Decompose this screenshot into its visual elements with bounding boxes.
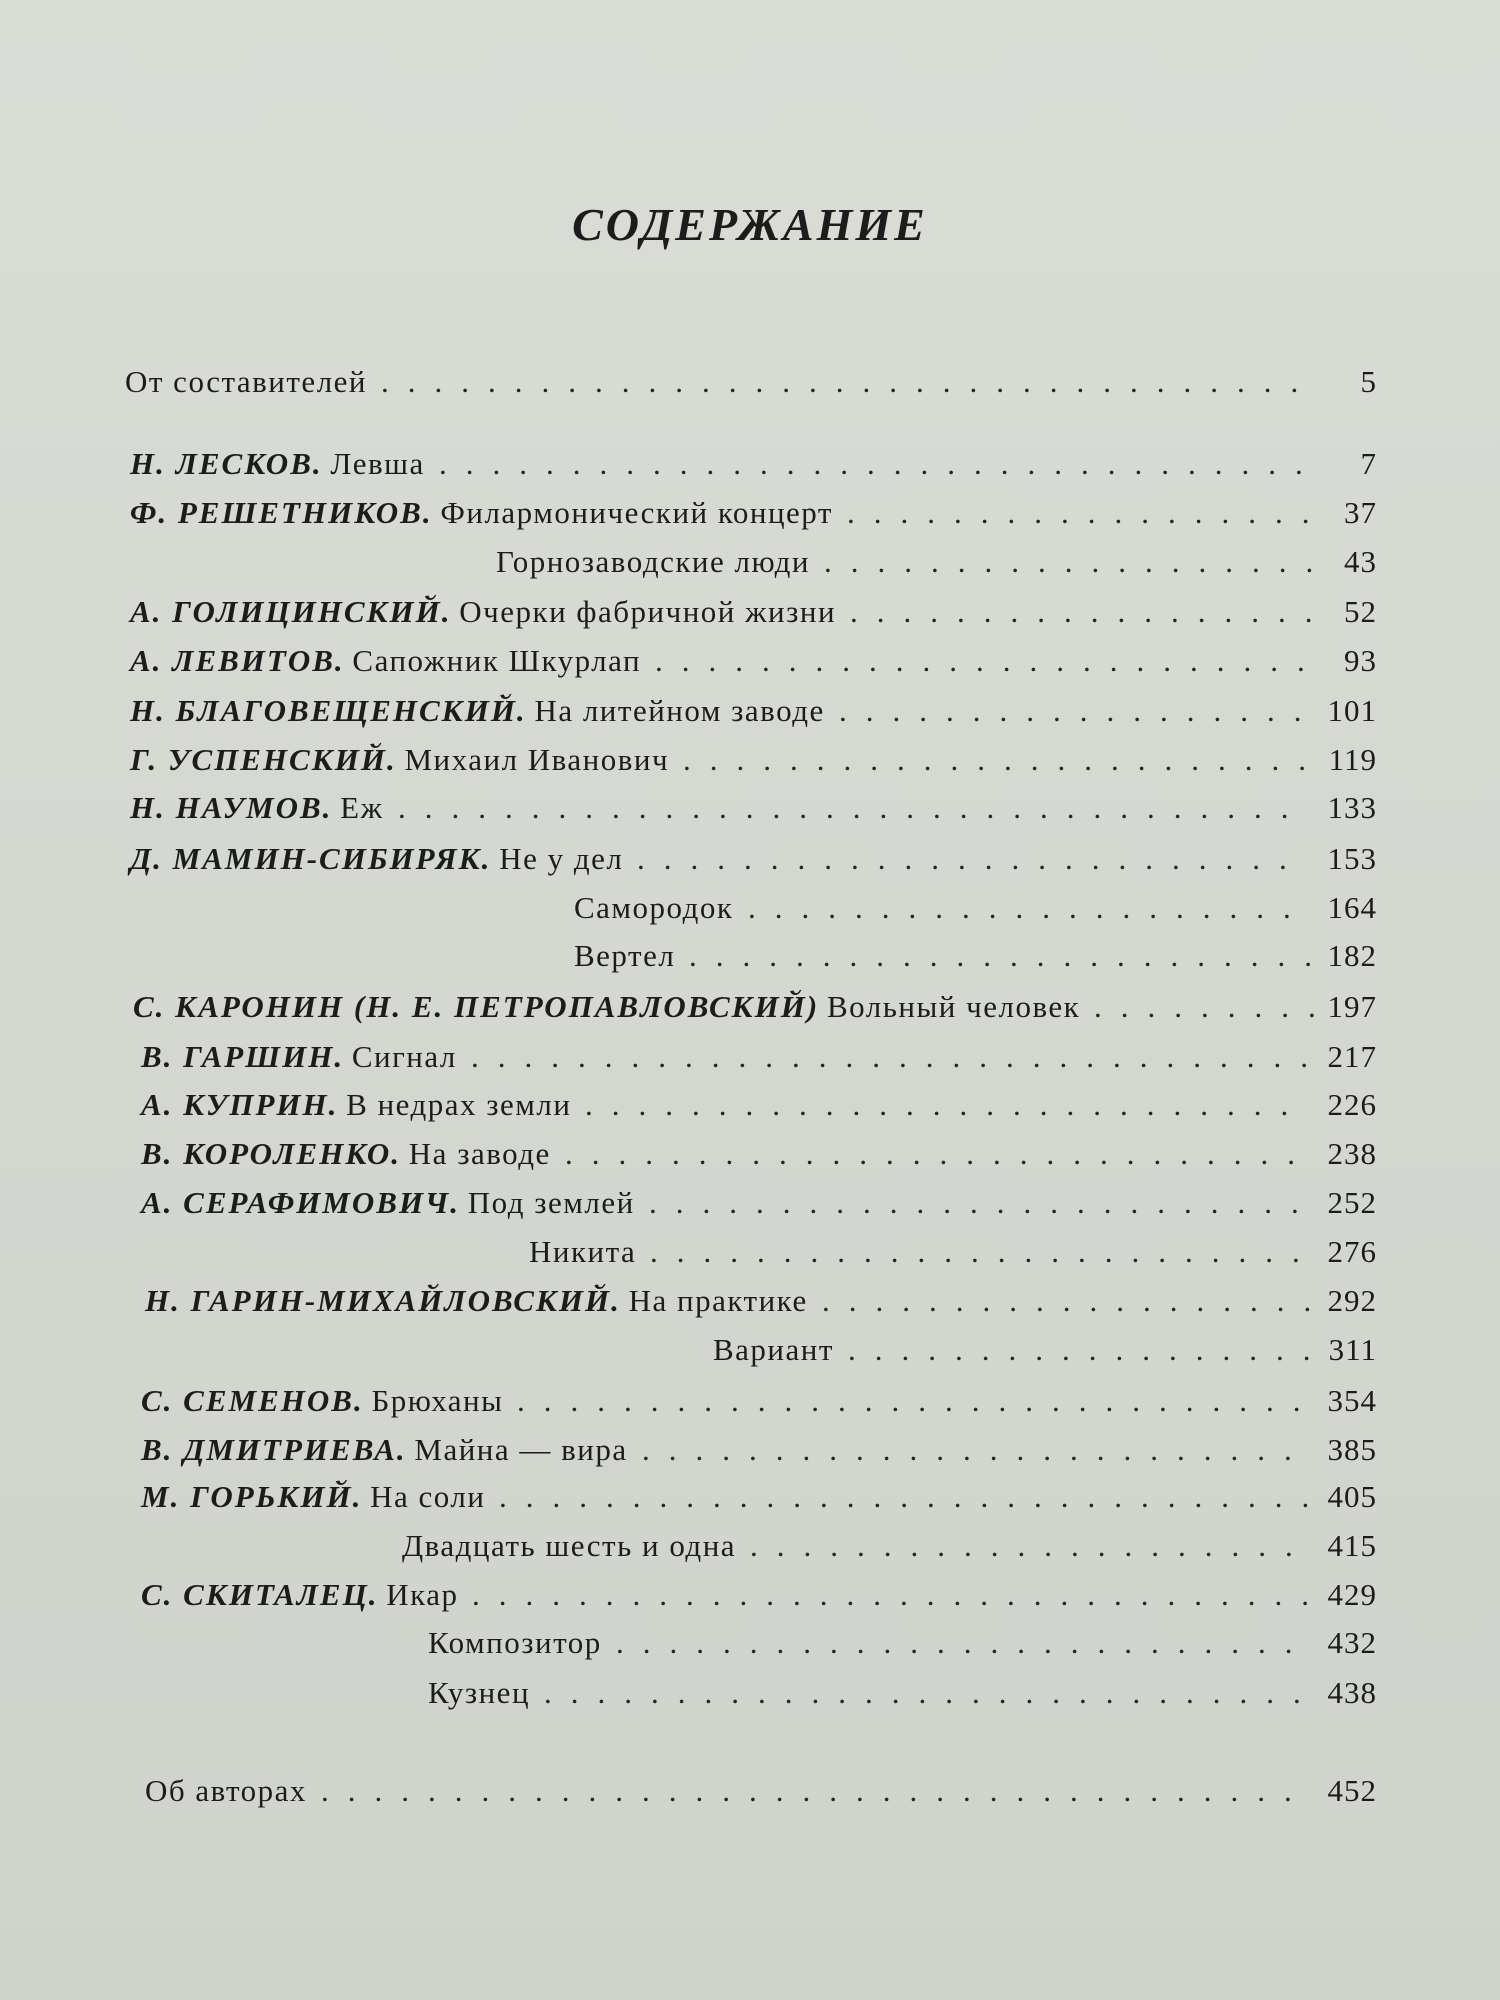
toc-entry <box>130 836 1377 882</box>
toc-entry <box>141 1572 1377 1618</box>
toc-work-title: Вольный человек <box>826 989 1081 1024</box>
toc-work-title: Филармонический концерт <box>440 495 833 530</box>
toc-work-title: Сигнал <box>351 1039 457 1074</box>
dot-leader: .................. <box>850 594 1332 629</box>
toc-page-number: 217 <box>1327 1039 1377 1074</box>
toc-work-title: Об авторах <box>145 1773 307 1808</box>
dot-leader: ..................... <box>750 1528 1312 1563</box>
toc-entry <box>141 1378 1377 1424</box>
toc-work-title: Михаил Иванович <box>404 742 670 777</box>
toc-author: А. СЕРАФИМОВИЧ. <box>141 1185 460 1220</box>
toc-work-title: Левша <box>330 446 425 481</box>
toc-work-title: Под землей <box>467 1185 635 1220</box>
toc-work-title: Еж <box>340 790 384 825</box>
toc-author: Н. ЛЕСКОВ. <box>130 446 323 481</box>
dot-leader: ......................... <box>637 841 1306 876</box>
dot-leader: ................................... <box>381 364 1318 399</box>
toc-page-number: 429 <box>1327 1577 1377 1612</box>
toc-work-title: На практике <box>628 1283 808 1318</box>
toc-work-title: Вариант <box>713 1332 834 1367</box>
toc-entry <box>125 359 1377 405</box>
dot-leader: ............................. <box>544 1675 1320 1710</box>
toc-work-title: Двадцать шесть и одна <box>402 1528 737 1563</box>
toc-work-title: Вертел <box>574 938 676 973</box>
dot-leader: .................. <box>839 693 1321 728</box>
toc-entry <box>133 984 1377 1030</box>
dot-leader: ..................................... <box>321 1773 1311 1808</box>
toc-page-number: 311 <box>1328 1332 1377 1367</box>
toc-entry <box>130 589 1377 635</box>
toc-page-number: 438 <box>1327 1675 1377 1710</box>
dot-leader: ................... <box>822 1283 1331 1318</box>
toc-author: С. СЕМЕНОВ. <box>141 1383 364 1418</box>
dot-leader: ......................... <box>649 1185 1318 1220</box>
toc-work-title: Никита <box>529 1234 637 1269</box>
toc-page-number: 385 <box>1327 1432 1377 1467</box>
toc-page-number: 415 <box>1327 1528 1377 1563</box>
toc-entry <box>141 1474 1377 1520</box>
toc-entry <box>402 1523 1377 1569</box>
toc-entry <box>130 688 1377 734</box>
toc-author: Н. БЛАГОВЕЩЕНСКИЙ. <box>130 693 527 728</box>
toc-page-number: 238 <box>1327 1136 1377 1171</box>
dot-leader: .................. <box>847 495 1329 530</box>
page-title: СОДЕРЖАНИЕ <box>572 199 928 250</box>
toc-author: Д. МАМИН-СИБИРЯК. <box>130 841 492 876</box>
toc-page-number: 182 <box>1327 938 1377 973</box>
toc-work-title: На заводе <box>408 1136 551 1171</box>
toc-page-number: 164 <box>1327 890 1377 925</box>
toc-page-number: 276 <box>1327 1234 1377 1269</box>
toc-work-title: Горнозаводские люди <box>496 544 810 579</box>
toc-entry <box>130 737 1377 783</box>
toc-page-number: 354 <box>1327 1383 1377 1418</box>
dot-leader: ......................... <box>642 1432 1311 1467</box>
toc-entry <box>141 1034 1377 1080</box>
toc-entry <box>428 1670 1377 1716</box>
dot-leader: ................... <box>824 544 1333 579</box>
toc-author: М. ГОРЬКИЙ. <box>141 1479 363 1514</box>
toc-author: В. ДМИТРИЕВА. <box>141 1432 407 1467</box>
toc-author: С. СКИТАЛЕЦ. <box>141 1577 379 1612</box>
toc-work-title: На соли <box>370 1479 486 1514</box>
toc-author: Ф. РЕШЕТНИКОВ. <box>130 495 433 530</box>
toc-entry <box>145 1278 1377 1324</box>
toc-page-number: 197 <box>1327 989 1377 1024</box>
toc-entry <box>141 1180 1377 1226</box>
toc-page-number: 226 <box>1327 1087 1377 1122</box>
toc-work-title: Сапожник Шкурлап <box>352 643 642 678</box>
toc-author: А. КУПРИН. <box>141 1087 339 1122</box>
dot-leader: ................................. <box>439 446 1322 481</box>
toc-author: А. ГОЛИЦИНСКИЙ. <box>130 594 452 629</box>
toc-entry <box>574 885 1377 931</box>
dot-leader: ........................... <box>585 1087 1308 1122</box>
toc-page-number: 119 <box>1328 742 1377 777</box>
dot-leader: .................................. <box>398 790 1308 825</box>
dot-leader: ........................ <box>683 742 1325 777</box>
toc-work-title: Не у дел <box>499 841 624 876</box>
dot-leader: ............................ <box>565 1136 1314 1171</box>
toc-page-number: 101 <box>1327 693 1377 728</box>
toc-page-number: 5 <box>1360 364 1377 399</box>
dot-leader: ......... <box>1094 989 1335 1024</box>
toc-page-number: 153 <box>1327 841 1377 876</box>
toc-entry <box>574 933 1377 979</box>
toc-author: С. КАРОНИН (Н. Е. ПЕТРОПАВЛОВСКИЙ) <box>133 989 820 1024</box>
toc-author: Н. НАУМОВ. <box>130 790 333 825</box>
dot-leader: ................................ <box>471 1039 1327 1074</box>
toc-entry <box>141 1082 1377 1128</box>
toc-entry <box>496 539 1377 585</box>
toc-entry <box>130 638 1377 684</box>
toc-work-title: Кузнец <box>428 1675 531 1710</box>
dot-leader: .......................... <box>616 1625 1312 1660</box>
toc-page-number: 292 <box>1327 1283 1377 1318</box>
toc-entry <box>130 785 1377 831</box>
toc-author: Н. ГАРИН-МИХАЙЛОВСКИЙ. <box>145 1283 621 1318</box>
toc-work-title: Композитор <box>428 1625 602 1660</box>
dot-leader: ............................... <box>499 1479 1329 1514</box>
toc-page-number: 43 <box>1344 544 1377 579</box>
toc-page-number: 432 <box>1327 1625 1377 1660</box>
toc-page-number: 405 <box>1327 1479 1377 1514</box>
dot-leader: ..................... <box>748 890 1310 925</box>
toc-entry <box>141 1131 1377 1177</box>
toc-work-title: Майна — вира <box>414 1432 628 1467</box>
toc-author: В. КОРОЛЕНКО. <box>141 1136 402 1171</box>
toc-author: Г. УСПЕНСКИЙ. <box>130 742 397 777</box>
toc-work-title: Самородок <box>574 890 734 925</box>
toc-work-title: Брюханы <box>371 1383 504 1418</box>
dot-leader: ........................ <box>689 938 1331 973</box>
toc-page-number: 93 <box>1344 643 1377 678</box>
toc-author: А. ЛЕВИТОВ. <box>130 643 345 678</box>
toc-entry <box>529 1229 1377 1275</box>
dot-leader: .............................. <box>517 1383 1320 1418</box>
toc-work-title: Икар <box>386 1577 459 1612</box>
toc-entry <box>713 1327 1377 1373</box>
toc-page-number: 252 <box>1327 1185 1377 1220</box>
toc-work-title: От составителей <box>125 364 368 399</box>
dot-leader: ......................... <box>655 643 1324 678</box>
toc-entry <box>130 490 1377 536</box>
toc-entry <box>141 1427 1377 1473</box>
toc-work-title: В недрах земли <box>346 1087 572 1122</box>
toc-page-number: 52 <box>1344 594 1377 629</box>
dot-leader: ......................... <box>650 1234 1319 1269</box>
toc-work-title: Очерки фабричной жизни <box>459 594 837 629</box>
toc-page-number: 452 <box>1327 1773 1377 1808</box>
dot-leader: ................................ <box>472 1577 1328 1612</box>
toc-page-number: 133 <box>1327 790 1377 825</box>
toc-page-number: 7 <box>1360 446 1377 481</box>
toc-author: В. ГАРШИН. <box>141 1039 345 1074</box>
toc-work-title: На литейном заводе <box>534 693 825 728</box>
dot-leader: .................. <box>848 1332 1330 1367</box>
toc-page-number: 37 <box>1344 495 1377 530</box>
toc-entry <box>130 441 1377 487</box>
toc-entry <box>145 1768 1377 1814</box>
toc-entry <box>428 1620 1377 1666</box>
